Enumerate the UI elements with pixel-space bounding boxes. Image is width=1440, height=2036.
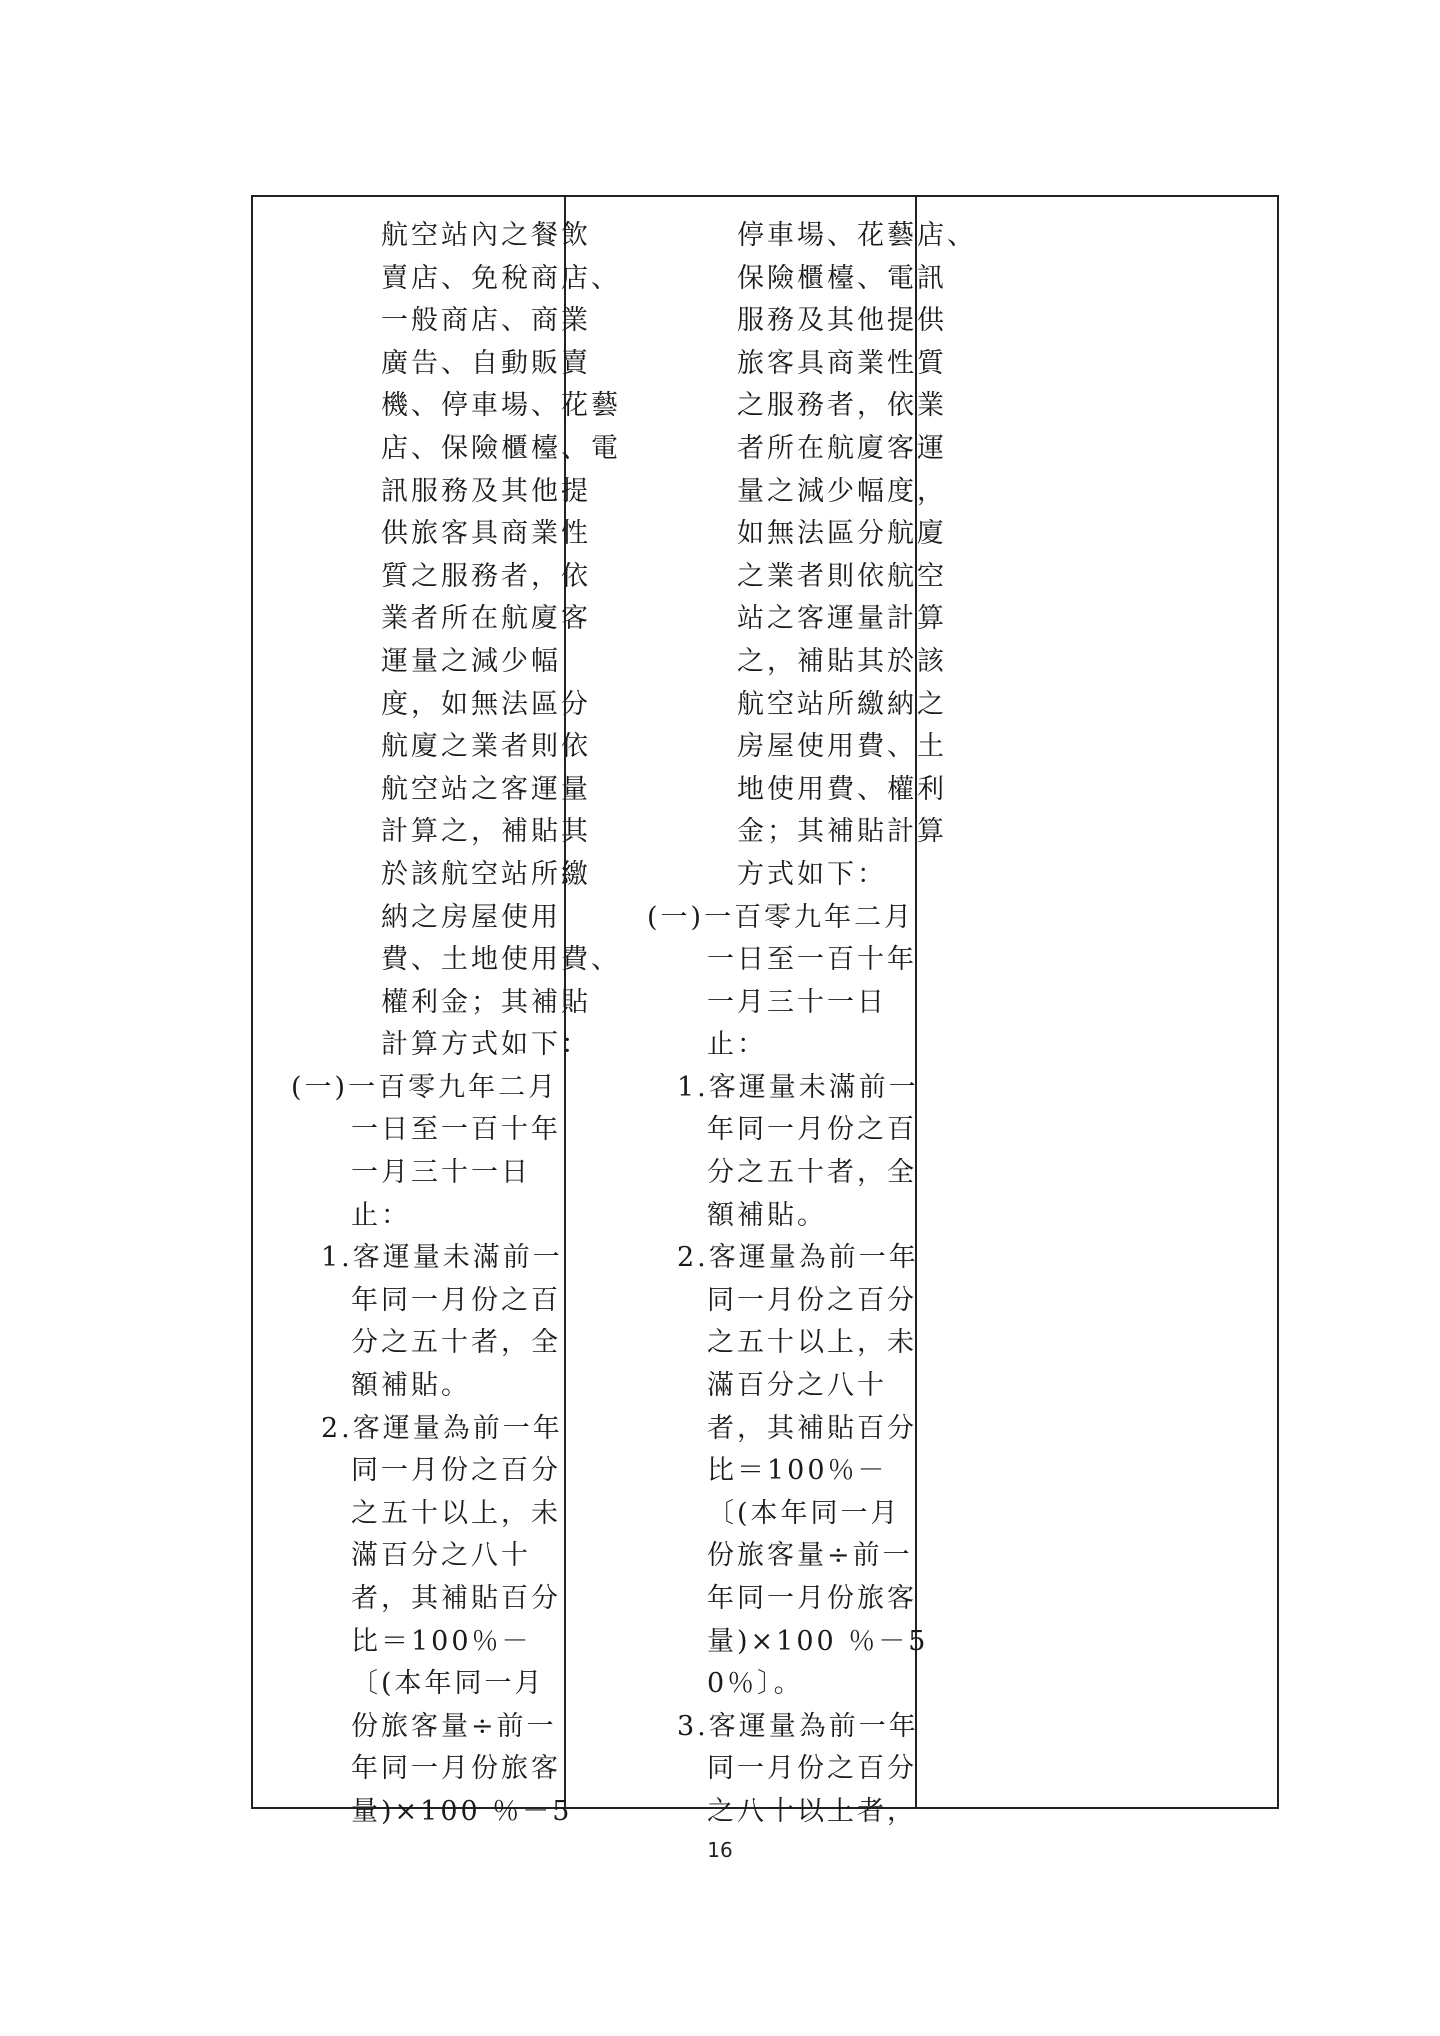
document-table — [251, 195, 1279, 1827]
text-line: 之五十以上，未 — [707, 1327, 917, 1359]
text-line: 份旅客量÷前一 — [707, 1540, 913, 1572]
text-line: 廣告、自動販賣 — [381, 347, 591, 379]
text-line: 運量之減少幅 — [381, 645, 561, 677]
text-line: 服務及其他提供 — [737, 305, 947, 337]
left-column — [291, 215, 621, 1834]
text-line: 納之房屋使用 — [381, 901, 561, 933]
text-line: 方式如下： — [737, 858, 887, 890]
text-line: 比＝100％－ — [351, 1625, 532, 1657]
text-line: 同一月份之百分 — [707, 1753, 917, 1785]
text-line: 分之五十者，全 — [351, 1327, 561, 1359]
text-line: 航廈之業者則依 — [381, 731, 591, 763]
text-line: 業者所在航廈客 — [381, 603, 591, 635]
text-line: 量之減少幅度， — [737, 475, 947, 507]
text-line: 計算方式如下： — [381, 1029, 591, 1061]
text-line: 額補貼。 — [351, 1370, 471, 1402]
text-line: 者，其補貼百分 — [351, 1583, 561, 1614]
text-line: 房屋使用費、土 — [737, 731, 947, 763]
text-line: 停車場、花藝店、 — [737, 220, 977, 251]
text-line: 3.客運量為前一年 — [677, 1710, 919, 1742]
text-line: 之五十以上，未 — [351, 1497, 561, 1529]
text-line: 航空站所繳納之 — [737, 688, 947, 720]
text-line: 一月三十一日 — [707, 986, 887, 1018]
text-line: 〔(本年同一月 — [351, 1668, 545, 1700]
text-line: 費、土地使用費、 — [381, 944, 621, 976]
text-line: 1.客運量未滿前一 — [321, 1242, 563, 1274]
text-line: 滿百分之八十 — [707, 1370, 887, 1402]
text-line: 之八十以上者， — [707, 1795, 917, 1827]
text-line: 地使用費、權利 — [737, 773, 947, 805]
text-line: 比＝100％－ — [707, 1455, 888, 1487]
text-line: 0％〕。 — [707, 1668, 804, 1700]
text-line: (一)一百零九年二月 — [647, 901, 915, 933]
text-line: 旅客具商業性質 — [737, 347, 947, 379]
text-line: 2.客運量為前一年 — [677, 1242, 919, 1274]
text-line: 一日至一百十年 — [351, 1114, 561, 1146]
text-line: 一般商店、商業 — [381, 305, 591, 337]
text-line: 保險櫃檯、電訊 — [737, 262, 947, 294]
text-line: 年同一月份旅客 — [351, 1753, 561, 1785]
text-line: 機、停車場、花藝 — [381, 390, 621, 422]
text-line: 〔(本年同一月 — [707, 1497, 901, 1529]
text-line: 年同一月份之百 — [351, 1284, 561, 1316]
text-line: 量)×100 ％－5 — [351, 1795, 573, 1827]
text-line: (一)一百零九年二月 — [291, 1071, 559, 1103]
text-line: 訊服務及其他提 — [381, 475, 591, 507]
text-line: 之服務者，依業 — [737, 390, 947, 422]
text-line: 供旅客具商業性 — [381, 518, 591, 550]
text-line: 計算之，補貼其 — [381, 816, 591, 848]
text-line: 滿百分之八十 — [351, 1540, 531, 1572]
text-line: 年同一月份旅客 — [707, 1583, 917, 1614]
text-line: 量)×100 ％－5 — [707, 1625, 929, 1657]
text-line: 權利金；其補貼 — [381, 986, 591, 1018]
text-line: 之業者則依航空 — [737, 560, 947, 592]
text-line: 航空站之客運量 — [381, 773, 591, 805]
text-line: 分之五十者，全 — [707, 1157, 917, 1189]
text-line: 質之服務者，依 — [381, 560, 591, 592]
text-line: 一月三十一日 — [351, 1157, 531, 1189]
text-line: 年同一月份之百 — [707, 1114, 917, 1146]
text-line: 止： — [351, 1199, 411, 1231]
middle-column — [647, 215, 977, 1834]
text-line: 者所在航廈客運 — [737, 432, 947, 464]
text-line: 店、保險櫃檯、電 — [381, 432, 621, 464]
text-line: 如無法區分航廈 — [737, 518, 947, 550]
text-line: 2.客運量為前一年 — [321, 1412, 563, 1444]
text-line: 同一月份之百分 — [707, 1284, 917, 1316]
text-line: 航空站內之餐飲 — [381, 220, 591, 251]
text-line: 者，其補貼百分 — [707, 1412, 917, 1444]
text-line: 止： — [707, 1029, 767, 1061]
page-number: 16 — [707, 1838, 733, 1862]
text-line: 額補貼。 — [707, 1199, 827, 1231]
text-line: 一日至一百十年 — [707, 944, 917, 976]
text-line: 度，如無法區分 — [381, 688, 591, 720]
text-line: 金；其補貼計算 — [737, 816, 947, 848]
text-line: 份旅客量÷前一 — [351, 1710, 557, 1742]
text-line: 之，補貼其於該 — [737, 645, 947, 677]
text-line: 1.客運量未滿前一 — [677, 1071, 919, 1103]
text-line: 站之客運量計算 — [737, 603, 947, 635]
text-line: 賣店、免稅商店、 — [381, 262, 621, 294]
text-line: 於該航空站所繳 — [381, 858, 591, 890]
text-line: 同一月份之百分 — [351, 1455, 561, 1487]
